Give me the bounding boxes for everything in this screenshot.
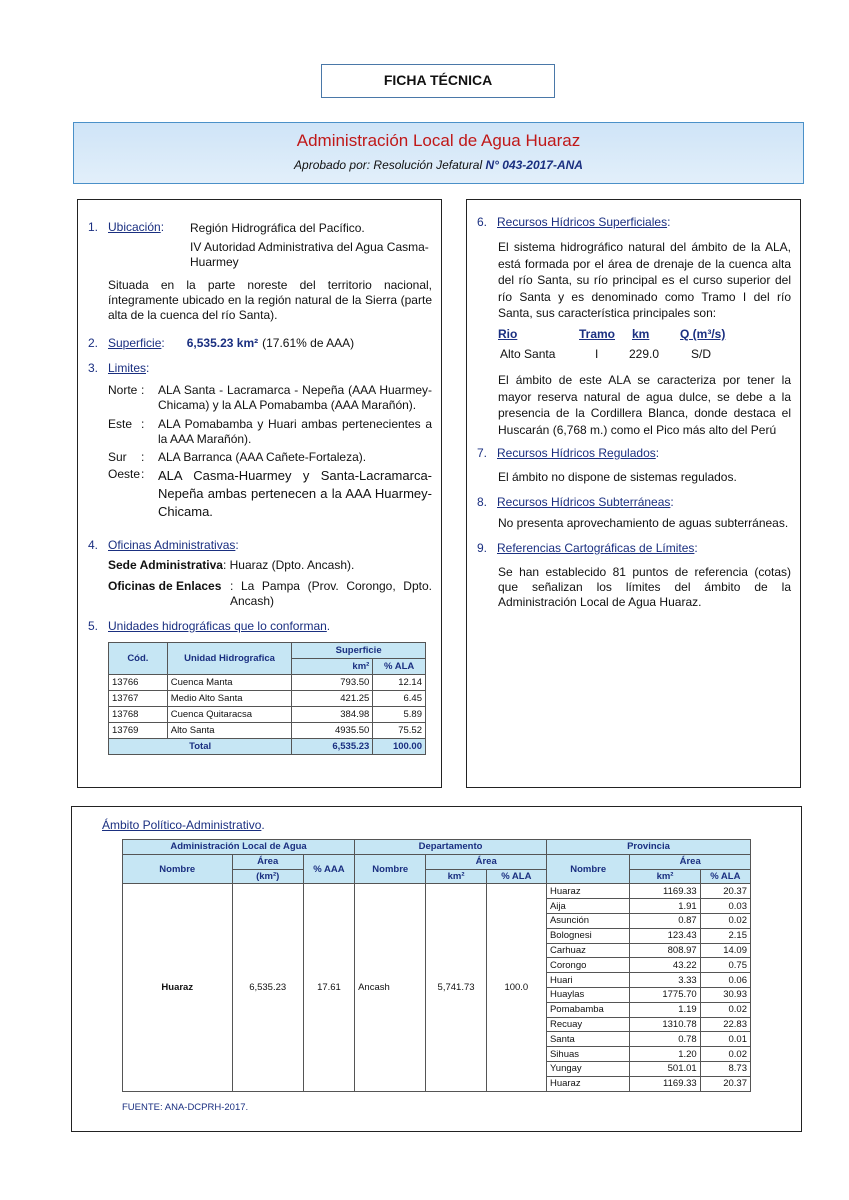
rio-q: S/D <box>691 347 712 361</box>
col-superficie: Superficie <box>292 643 426 659</box>
superficiales-desc: El sistema hidrográfico natural del ámbito de la ALA, está formada por el área de drenaje de la cuenca alta del río Santa, su río principal es el curso superior del río Santa y es denominado como Tramo I del río Santa, sus característica principales son: <box>498 240 791 320</box>
section-number: 8. <box>477 495 488 509</box>
limit-sep: : <box>141 383 145 397</box>
sede-value: : Huaraz (Dpto. Ancash). <box>222 558 355 572</box>
section-heading: Superficie <box>108 336 162 350</box>
col-ala-km2: (km²) <box>232 869 303 884</box>
ala-pct: 17.61 <box>303 884 354 1091</box>
superficie-pct: (17.61% de AAA) <box>262 336 355 350</box>
limit-sep: : <box>141 467 145 481</box>
right-panel <box>466 199 801 788</box>
table-row: Yungay 501.01 8.73 <box>123 1061 751 1076</box>
section-colon: : <box>655 446 660 460</box>
section-colon: : <box>235 538 239 552</box>
table-row: Carhuaz 808.97 14.09 <box>123 943 751 958</box>
section-colon: : <box>667 215 671 229</box>
table-row: Huari 3.33 0.06 <box>123 973 751 988</box>
regulados-text: El ámbito no dispone de sistemas regulados. <box>498 470 737 484</box>
limit-sep: : <box>141 450 145 464</box>
ala-name: Huaraz <box>123 884 233 1091</box>
ubicacion-aaa: IV Autoridad Administrativa del Agua Casma-Huarmey <box>190 240 429 269</box>
table-row: Huaraz 6,535.23 17.61 Ancash 5,741.73 100.0 Huaraz 1169.33 20.37 <box>123 884 751 899</box>
col-prov-area: Área <box>630 854 751 869</box>
dep-pct: 100.0 <box>486 884 546 1091</box>
col-km: km <box>632 327 650 341</box>
table-row: Asunción 0.87 0.02 <box>123 913 751 928</box>
enlace-value: : La Pampa (Prov. Corongo, Dpto. Ancash) <box>230 579 432 608</box>
total-row: Total 6,535.23 100.00 <box>109 739 426 755</box>
dep-name: Ancash <box>355 884 426 1091</box>
ficha-tecnica-title: FICHA TÉCNICA <box>321 64 555 98</box>
section-heading: Recursos Hídricos Subterráneas <box>497 495 671 509</box>
unidades-table <box>108 642 426 755</box>
section-unidades <box>88 619 330 633</box>
section-heading: Recursos Hídricos Superficiales <box>497 215 668 229</box>
col-unidad: Unidad Hidrografica <box>167 643 292 675</box>
ambito-table <box>122 839 751 1092</box>
limit-dir: Oeste <box>108 467 141 481</box>
table-row: Corongo 43.22 0.75 <box>123 958 751 973</box>
ubicacion-region: Región Hidrográfica del Pacífico. <box>190 221 365 235</box>
section-superficiales <box>477 215 670 229</box>
section-number: 7. <box>477 446 488 460</box>
section-heading: Recursos Hídricos Regulados <box>497 446 656 460</box>
table-row: Aija 1.91 0.03 <box>123 899 751 914</box>
section-number: 9. <box>477 541 488 555</box>
limit-dir: Sur <box>108 450 127 464</box>
rio-name: Alto Santa <box>500 347 556 361</box>
fuente-note: FUENTE: ANA-DCPRH-2017. <box>122 1102 249 1113</box>
head-departamento: Departamento <box>355 840 547 855</box>
section-dot: . <box>326 619 331 633</box>
section-number: 5. <box>88 619 99 633</box>
subterraneas-text: No presenta aprovechamiento de aguas subterráneas. <box>498 516 789 530</box>
col-ala-paaa: % AAA <box>303 854 354 884</box>
section-superficie <box>88 336 354 350</box>
section-colon: : <box>146 361 150 375</box>
ala-area: 6,535.23 <box>232 884 303 1091</box>
col-prov-nombre: Nombre <box>546 854 629 884</box>
table-row: 13768 Cuenca Quitaracsa 384.98 5.89 <box>109 707 426 723</box>
ala-banner <box>73 122 804 184</box>
section-limites <box>88 361 149 375</box>
table-row: Santa 0.78 0.01 <box>123 1032 751 1047</box>
col-prov-pala: % ALA <box>700 869 750 884</box>
dep-km: 5,741.73 <box>426 884 486 1091</box>
section-subterraneas <box>477 495 674 509</box>
table-row: Recuay 1310.78 22.83 <box>123 1017 751 1032</box>
section-colon: : <box>694 541 698 555</box>
col-q: Q (m³/s) <box>680 327 726 341</box>
col-km: km² <box>292 659 373 675</box>
section-number: 6. <box>477 215 488 229</box>
superficiales-desc-2: El ámbito de este ALA se caracteriza por tener la mayor reserva natural de agua dulce, se debe a la presencia de la Cordillera Blanca, donde destaca el Huscarán (6,768 m.) como el Pico más alto del Perú <box>498 373 791 437</box>
section-heading: Limites <box>108 361 147 375</box>
section-heading: Ubicación <box>108 220 161 234</box>
col-cod: Cód. <box>109 643 168 675</box>
section-number: 3. <box>88 361 99 375</box>
section-number: 1. <box>88 220 99 234</box>
section-number: 4. <box>88 538 99 552</box>
section-colon: : <box>160 220 165 234</box>
col-ala-area: Área <box>232 854 303 869</box>
ambito-title: Ámbito Político-Administrativo. <box>102 818 265 832</box>
limit-text: ALA Pomabamba y Huari ambas pertenecientes a la AAA Marañón). <box>158 417 432 446</box>
section-heading: Oficinas Administrativas <box>108 538 236 552</box>
col-rio: Rio <box>498 327 518 341</box>
table-row: Bolognesi 123.43 2.15 <box>123 928 751 943</box>
table-row: 13767 Medio Alto Santa 421.25 6.45 <box>109 691 426 707</box>
rio-km: 229.0 <box>629 347 660 361</box>
approval-number: N° 043-2017-ANA <box>485 158 583 172</box>
col-dep-pala: % ALA <box>486 869 546 884</box>
head-ala: Administración Local de Agua <box>123 840 355 855</box>
limit-dir: Norte <box>108 383 138 397</box>
col-dep-km2: km² <box>426 869 486 884</box>
section-oficinas <box>88 538 239 552</box>
oficina-sede <box>108 558 354 573</box>
table-row: Huaraz 1169.33 20.37 <box>123 1076 751 1091</box>
col-prov-km2: km² <box>630 869 700 884</box>
limit-sep: : <box>141 417 145 431</box>
ala-title: Administración Local de Agua Huaraz <box>296 131 581 150</box>
section-colon: : <box>670 495 674 509</box>
section-heading: Unidades hidrográficas que lo conforman <box>108 619 327 633</box>
enlace-label: Oficinas de Enlaces <box>108 579 222 593</box>
col-tramo: Tramo <box>579 327 616 341</box>
ambito-panel <box>71 806 802 1132</box>
limit-text: ALA Barranca (AAA Cañete-Fortaleza). <box>158 450 367 464</box>
table-row: 13769 Alto Santa 4935.50 75.52 <box>109 723 426 739</box>
table-row: Pomabamba 1.19 0.02 <box>123 1002 751 1017</box>
col-dep-area: Área <box>426 854 547 869</box>
referencias-text: Se han establecido 81 puntos de referencia (cotas) que señalizan los límites del ámbito de la Administración Local de Agua Huaraz. <box>498 565 791 609</box>
col-ala: % ALA <box>373 659 426 675</box>
limit-dir: Este <box>108 417 133 431</box>
ubicacion-desc: Situada en la parte noreste del territorio nacional, íntegramente ubicado en la región natural de la Sierra (parte alta de la cuenca del río Santa). <box>108 278 432 322</box>
limit-text: ALA Casma-Huarmey y Santa-Lacramarca-Nepeña ambas pertenecen a la AAA Huarmey-Chicama. <box>158 468 432 519</box>
section-ubicacion <box>88 220 164 234</box>
approval-prefix: Aprobado por: Resolución Jefatural <box>294 158 486 172</box>
head-provincia: Provincia <box>546 840 750 855</box>
superficie-value: 6,535.23 km² <box>186 336 259 350</box>
section-number: 2. <box>88 336 99 350</box>
table-row: Huaylas 1775.70 30.93 <box>123 987 751 1002</box>
col-ala-nombre: Nombre <box>123 854 233 884</box>
section-referencias <box>477 541 698 555</box>
table-row: Sihuas 1.20 0.02 <box>123 1047 751 1062</box>
ala-approval <box>74 158 803 172</box>
section-regulados <box>477 446 659 460</box>
limit-text: ALA Santa - Lacramarca - Nepeña (AAA Huarmey-Chicama) y la ALA Pomabamba (AAA Marañón). <box>158 383 432 412</box>
section-heading: Referencias Cartográficas de Límites <box>497 541 695 555</box>
table-row: 13766 Cuenca Manta 793.50 12.14 <box>109 675 426 691</box>
left-panel <box>77 199 442 788</box>
sede-label: Sede Administrativa <box>108 558 223 572</box>
col-dep-nombre: Nombre <box>355 854 426 884</box>
rio-tramo: I <box>595 347 599 361</box>
section-colon: : <box>161 336 165 350</box>
